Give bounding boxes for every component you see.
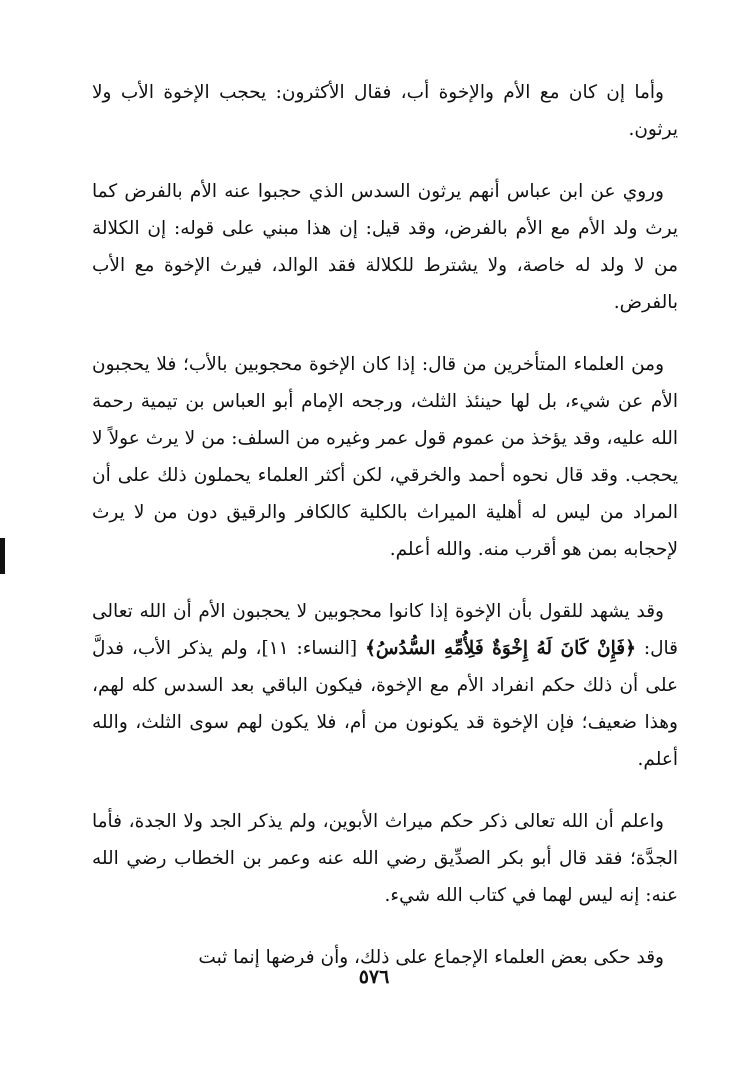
page-body — [92, 74, 678, 1001]
paragraph-1: وأما إن كان مع الأم والإخوة أب، فقال الأكثرون: يحجب الإخوة الأب ولا يرثون. — [92, 82, 678, 140]
paragraph-5: واعلم أن الله تعالى ذكر حكم ميراث الأبوين، ولم يذكر الجد ولا الجدة، فأما الجدَّة؛ فقد قال أبو بكر الصدِّيق رضي الله عنه وعمر بن الخطاب رضي الله عنه: إنه ليس لهما في كتاب الله شيء. — [92, 811, 678, 906]
paragraph-4-text-after: [النساء: ١١]، ولم يذكر الأب، فدلَّ على أن ذلك حكم انفراد الأم مع الإخوة، فيكون الباقي بعد السدس كله لهم، وهذا ضعيف؛ فإن الإخوة قد يكونون من أم، فلا يكون لهم سوى الثلث، والله أعلم. — [92, 638, 678, 770]
page-number: ٥٧٦ — [358, 966, 390, 988]
paragraph-4-text-before: وقد يشهد للقول بأن الإخوة إذا كانوا محجوبين لا يحجبون الأم أن الله تعالى قال: — [92, 601, 678, 659]
paragraph-2: وروي عن ابن عباس أنهم يرثون السدس الذي حجبوا عنه الأم بالفرض كما يرث ولد الأم مع الأم بالفرض، وقد قيل: إن هذا مبني على قوله: إن الكلالة من لا ولد له خاصة، ولا يشترط للكلالة فقد الوالد، فيرث الإخوة مع الأب بالفرض. — [92, 181, 678, 313]
scan-edge-mark — [0, 538, 5, 574]
quran-verse: ﴿فَإِنْ كَانَ لَهُ إِخْوَةٌ فَلِأُمِّهِ السُّدُسُ﴾ — [365, 638, 636, 659]
paragraph-3: ومن العلماء المتأخرين من قال: إذا كان الإخوة محجوبين بالأب؛ فلا يحجبون الأم عن شيء، بل لها حينئذ الثلث، ورجحه الإمام أبو العباس بن تيمية رحمة الله عليه، وقد يؤخذ من عموم قول عمر وغيره من السلف: من لا يرث عولاً لا يحجب. وقد قال نحوه أحمد والخرقي، لكن أكثر العلماء يحملون ذلك على أن المراد من ليس له أهلية الميراث بالكلية كالكافر والرقيق دون من لا يرث لإحجابه بمن هو أقرب منه. والله أعلم. — [92, 354, 678, 560]
paragraph-6: وقد حكى بعض العلماء الإجماع على ذلك، وأن فرضها إنما ثبت — [198, 947, 664, 968]
paragraph-4 — [92, 593, 678, 778]
